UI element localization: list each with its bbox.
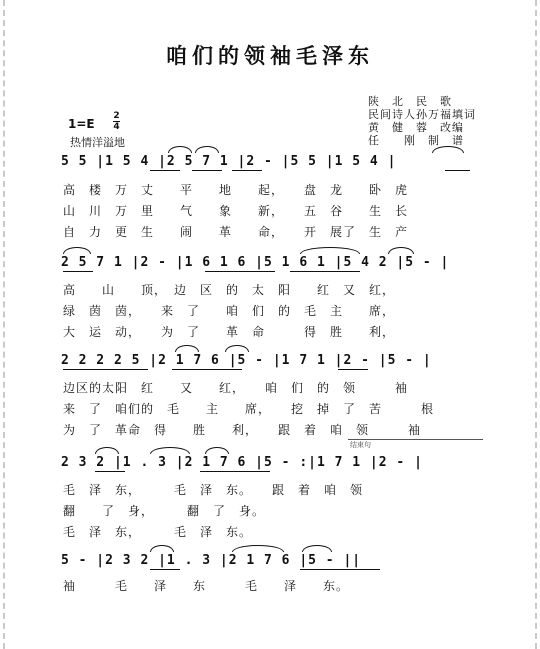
lyrics-block-4 xyxy=(63,480,363,543)
slur-mark xyxy=(388,247,414,254)
time-signature xyxy=(113,111,120,132)
slur-mark xyxy=(225,345,249,352)
credit-line: 陕 北 民 歌 xyxy=(368,95,452,108)
slur-mark xyxy=(175,345,199,352)
lyric-line: 毛 泽 东， 毛 泽 东。 xyxy=(63,525,253,539)
beam-underline xyxy=(150,569,180,570)
slur-mark xyxy=(95,447,119,454)
beam-underline xyxy=(338,369,368,370)
lyrics-block-2 xyxy=(63,280,395,343)
beam-underline xyxy=(232,170,262,171)
credit-line: 黄 健 蓉 改编 xyxy=(368,121,464,134)
beam-underline xyxy=(63,271,93,272)
lyric-line: 翻 了 身， 翻 了 身。 xyxy=(63,504,266,518)
slur-mark xyxy=(63,247,91,254)
lyric-line: 高 山 顶， 边 区 的 太 阳 红 又 红， xyxy=(63,283,396,297)
slur-mark xyxy=(232,545,284,552)
time-signature-bottom: 4 xyxy=(113,122,120,132)
time-signature-top: 2 xyxy=(113,111,120,121)
notation-row-2: 2 5 7 1 |2 - |1 6 1 6 |5 1 6 1 |5 4 2 |5 - | xyxy=(61,255,450,270)
lyrics-block-3 xyxy=(63,378,434,441)
beam-underline xyxy=(95,471,125,472)
lyric-line: 为 了 革命 得 胜 利， 跟 着 咱 领 袖 xyxy=(63,423,422,437)
key-signature: 1=E xyxy=(68,117,95,131)
beam-underline xyxy=(445,170,470,171)
lyric-line: 边区的太阳 红 又 红， 咱 们 的 领 袖 xyxy=(63,381,409,395)
lyric-line: 毛 泽 东， 毛 泽 东。 跟 着 咱 领 xyxy=(63,483,364,497)
slur-mark xyxy=(150,447,190,454)
credit-line: 民间诗人孙万福填词 xyxy=(368,108,476,121)
slur-mark xyxy=(168,146,192,153)
lyrics-block-5 xyxy=(63,576,349,597)
page-edge-left xyxy=(3,0,5,649)
lyric-line: 大 运 动， 为 了 革 命 得 胜 利， xyxy=(63,325,396,339)
slur-mark xyxy=(432,146,464,153)
lyric-line: 高 楼 万 丈 平 地 起， 盘 龙 卧 虎 xyxy=(63,183,409,197)
beam-underline xyxy=(205,271,275,272)
slur-mark xyxy=(150,545,174,552)
song-title: 咱们的领袖毛泽东 xyxy=(166,44,374,68)
lyric-line: 山 川 万 里 气 象 新， 五 谷 生 长 xyxy=(63,204,409,218)
beam-underline xyxy=(172,369,242,370)
slur-mark xyxy=(195,146,219,153)
beam-underline xyxy=(150,170,180,171)
lyrics-block-1 xyxy=(63,180,408,243)
slur-mark xyxy=(302,545,332,552)
notation-row-3: 2 2 2 2 5 |2 1 7 6 |5 - |1 7 1 |2 - |5 - | xyxy=(61,353,432,368)
beam-underline xyxy=(200,471,270,472)
slur-mark xyxy=(300,247,360,254)
song-credits xyxy=(368,95,476,147)
notation-row-1: 5 5 |1 5 4 |2 5 7 1 |2 - |5 5 |1 5 4 | xyxy=(61,154,397,169)
notation-row-5: 5 - |2 3 2 |1 . 3 |2 1 7 6 |5 - || xyxy=(61,553,362,568)
page-edge-right xyxy=(535,0,537,649)
ending-phrase-note: 结束句 xyxy=(350,441,371,449)
beam-underline xyxy=(63,369,148,370)
slur-mark xyxy=(205,447,229,454)
lyric-line: 绿 茵 茵， 来 了 咱 们 的 毛 主 席， xyxy=(63,304,396,318)
beam-underline xyxy=(192,170,222,171)
lyric-line: 自 力 更 生 闹 革 命， 开 展了 生 产 xyxy=(63,225,409,239)
lyric-line: 来 了 咱们的 毛 主 席， 挖 掉 了 苦 根 xyxy=(63,402,435,416)
lyric-line: 袖 毛 泽 东 毛 泽 东。 xyxy=(63,579,350,593)
beam-underline xyxy=(290,271,360,272)
beam-underline xyxy=(300,569,380,570)
notation-row-4: 2 3 2 |1 . 3 |2 1 7 6 |5 - :|1 7 1 |2 - | xyxy=(61,455,423,470)
tempo-marking: 热情洋溢地 xyxy=(70,136,125,149)
credit-line: 任 刚 制 谱 xyxy=(368,134,464,147)
